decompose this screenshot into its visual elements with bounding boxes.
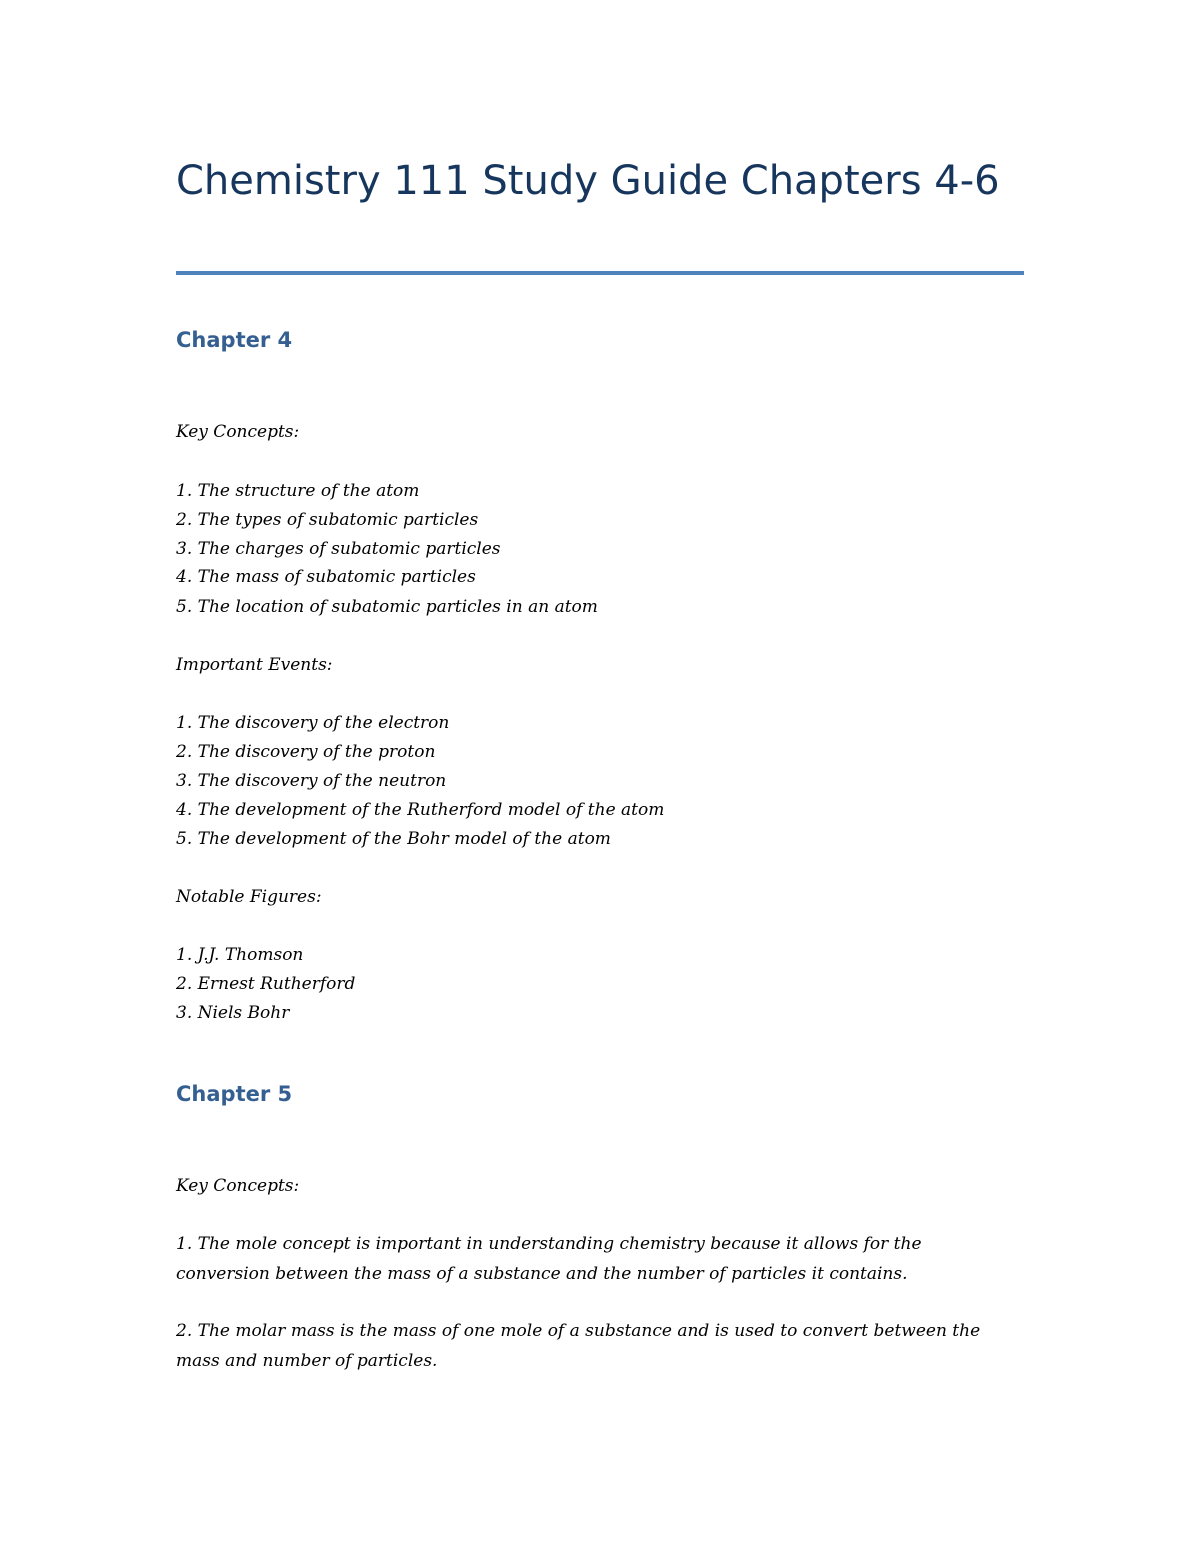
list-item: 2. Ernest Rutherford [176,974,356,994]
list-item: 3. The discovery of the neutron [176,771,447,791]
document-title: Chemistry 111 Study Guide Chapters 4-6 [176,158,1000,204]
chapter-5-key-concepts-label: Key Concepts: [176,1176,300,1196]
title-underline [176,271,1024,275]
list-item: 1. The discovery of the electron [176,713,450,733]
list-item: 5. The development of the Bohr model of the atom [176,829,611,849]
chapter-4-key-concepts-label: Key Concepts: [176,422,300,442]
chapter-4-events-label: Important Events: [176,655,333,675]
list-item: 1. J.J. Thomson [176,945,304,965]
list-item: 4. The mass of subatomic particles [176,567,476,587]
list-item: 4. The development of the Rutherford model of the atom [176,800,665,820]
chapter-4-heading: Chapter 4 [176,328,293,352]
chapter-5-heading: Chapter 5 [176,1082,293,1106]
list-item: 3. The charges of subatomic particles [176,539,501,559]
chapter-4-figures-label: Notable Figures: [176,887,322,907]
list-item: 1. The structure of the atom [176,481,420,501]
list-item: 2. The types of subatomic particles [176,510,479,530]
list-item: 3. Niels Bohr [176,1003,290,1023]
chapter-5-key-concept-1: 1. The mole concept is important in understanding chemistry because it allows for the conversion between the mass of a substance and the number of particles it contains. [176,1234,922,1284]
list-item: 2. The discovery of the proton [176,742,436,762]
list-item: 5. The location of subatomic particles in an atom [176,597,598,617]
chapter-5-key-concept-2: 2. The molar mass is the mass of one mole of a substance and is used to convert between the mass and number of particles. [176,1321,981,1371]
